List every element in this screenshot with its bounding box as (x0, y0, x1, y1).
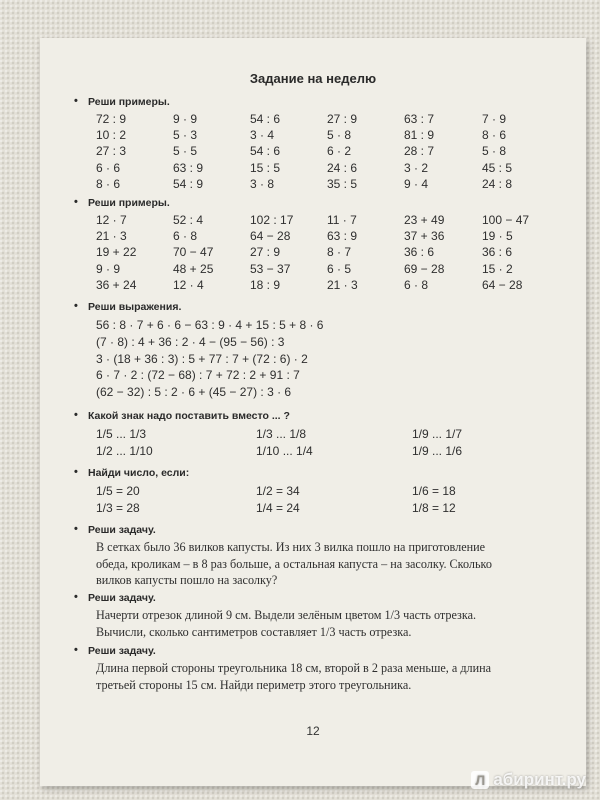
section-heading: • Реши задачу. (74, 591, 156, 604)
example-item: 1/8 = 12 (412, 500, 456, 515)
section-heading: • Реши задачу. (74, 644, 156, 657)
example-item: 1/5 = 20 (96, 484, 140, 498)
example-item: 12 · 4 (173, 277, 204, 292)
example-item: 48 + 25 (173, 261, 214, 276)
expression-line: 6 · 7 · 2 : (72 − 68) : 7 + 72 : 2 + 91 : 7 (96, 368, 300, 383)
example-item: 5 · 5 (173, 144, 198, 159)
example-item: 6 · 5 (327, 261, 352, 276)
example-item: 54 : 9 (173, 176, 204, 191)
example-item: 81 : 9 (404, 128, 435, 143)
example-item: 11 · 7 (327, 213, 357, 227)
example-item: 64 − 28 (250, 229, 291, 244)
example-item: 36 : 6 (404, 245, 435, 260)
example-item: 54 : 6 (250, 112, 281, 126)
example-item: 63 : 9 (327, 229, 358, 244)
example-item: 1/10 ... 1/4 (256, 443, 313, 458)
example-item: 7 · 9 (482, 112, 507, 126)
example-item: 27 : 3 (96, 144, 127, 159)
section-heading: • Реши задачу. (74, 523, 156, 536)
example-item: 19 · 5 (482, 229, 513, 244)
example-item: 63 : 7 (404, 112, 435, 126)
example-item: 6 · 8 (173, 229, 198, 244)
example-item: 6 · 6 (96, 160, 121, 175)
example-item: 19 + 22 (96, 245, 137, 260)
section-heading: • Реши выражения. (74, 300, 182, 313)
find-number-grid (96, 483, 516, 516)
expression-line: (62 − 32) : 5 : 2 · 6 + (45 − 27) : 3 · 6 (96, 385, 292, 400)
page-title: Задание на неделю (249, 71, 377, 86)
page-number: 12 (306, 724, 320, 738)
example-item: 23 + 49 (404, 213, 445, 227)
example-item: 8 · 6 (96, 176, 121, 191)
examples-grid-2 (96, 212, 576, 293)
expression-line: 56 : 8 · 7 + 6 · 6 − 63 : 9 · 4 + 15 : 5 + 8 · 6 (96, 318, 324, 332)
example-item: 8 · 7 (327, 245, 352, 260)
example-item: 1/5 ... 1/3 (96, 427, 147, 441)
example-item: 9 · 4 (404, 176, 429, 191)
example-item: 1/4 = 24 (256, 500, 300, 515)
example-item: 35 : 5 (327, 176, 358, 191)
example-item: 10 : 2 (96, 128, 127, 143)
workbook-page (40, 38, 586, 786)
example-item: 70 − 47 (173, 245, 214, 260)
example-item: 15 · 2 (482, 261, 513, 276)
example-item: 102 : 17 (250, 213, 294, 227)
expression-line: (7 · 8) : 4 + 36 : 2 · 4 − (95 − 56) : 3 (96, 334, 285, 349)
watermark-text: абиринт.ру (493, 770, 586, 789)
example-item: 37 + 36 (404, 229, 445, 244)
example-item: 100 − 47 (482, 213, 530, 227)
example-item: 24 : 8 (482, 176, 513, 191)
example-item: 1/9 ... 1/6 (412, 443, 463, 458)
task-text: Длина первой стороны треугольника 18 см, второй в 2 раза меньше, а длина третьей стороны 15 см. Найди периметр этого треугольника. (96, 661, 492, 692)
expression-line: 3 · (18 + 36 : 3) : 5 + 77 : 7 + (72 : 6) · 2 (96, 351, 308, 366)
example-item: 54 : 6 (250, 144, 281, 159)
task-text: Начерти отрезок длиной 9 см. Выдели зелёным цветом 1/3 часть отрезка. Вычисли, сколько сантиметров составляет 1/3 часть отрезка. (96, 608, 477, 639)
example-item: 18 : 9 (250, 277, 281, 292)
example-item: 21 · 3 (327, 277, 358, 292)
example-item: 12 · 7 (96, 213, 127, 227)
example-item: 3 · 2 (404, 160, 429, 175)
example-item: 21 · 3 (96, 229, 127, 244)
example-item: 24 : 6 (327, 160, 358, 175)
example-item: 36 + 24 (96, 277, 137, 292)
example-item: 1/9 ... 1/7 (412, 427, 463, 441)
example-item: 9 · 9 (173, 112, 198, 126)
example-item: 6 · 8 (404, 277, 429, 292)
example-item: 8 · 6 (482, 128, 507, 143)
example-item: 3 · 4 (250, 128, 275, 143)
example-item: 52 : 4 (173, 213, 204, 227)
section-heading: • Реши примеры. (74, 196, 170, 209)
example-item: 72 : 9 (96, 112, 127, 126)
example-item: 53 − 37 (250, 261, 291, 276)
bullet: • (74, 95, 78, 107)
example-item: 64 − 28 (482, 277, 523, 292)
example-item: 3 · 8 (250, 176, 275, 191)
example-item: 5 · 3 (173, 128, 198, 143)
example-item: 27 : 9 (327, 112, 358, 126)
compare-grid (96, 426, 516, 459)
example-item: 1/3 = 28 (96, 500, 140, 515)
example-item: 1/3 ... 1/8 (256, 427, 307, 441)
example-item: 69 − 28 (404, 261, 445, 276)
examples-grid-1 (96, 111, 576, 192)
section-heading: • Реши примеры. (74, 95, 170, 108)
section-heading: • Какой знак надо поставить вместо ... ? (74, 409, 290, 422)
section-heading: • Найди число, если: (74, 466, 190, 479)
expressions-list (96, 317, 323, 401)
example-item: 63 : 9 (173, 160, 204, 175)
example-item: 1/2 ... 1/10 (96, 443, 153, 458)
example-item: 5 · 8 (482, 144, 507, 159)
example-item: 27 : 9 (250, 245, 281, 260)
example-item: 45 : 5 (482, 160, 513, 175)
example-item: 1/6 = 18 (412, 484, 456, 498)
example-item: 1/2 = 34 (256, 484, 300, 498)
example-item: 6 · 2 (327, 144, 352, 159)
example-item: 36 : 6 (482, 245, 513, 260)
example-item: 5 · 8 (327, 128, 352, 143)
task-text: В сетках было 36 вилков капусты. Из них 3 вилка пошло на приготовление обеда, кроликам – в 8 раз больше, а остальная капуста – на засолку. Сколько вилков капусты пошло на засолку? (96, 540, 492, 587)
watermark-logo-icon: Л (471, 771, 489, 789)
example-item: 15 : 5 (250, 160, 281, 175)
example-item: 9 · 9 (96, 261, 121, 276)
watermark (471, 770, 586, 790)
example-item: 28 : 7 (404, 144, 435, 159)
